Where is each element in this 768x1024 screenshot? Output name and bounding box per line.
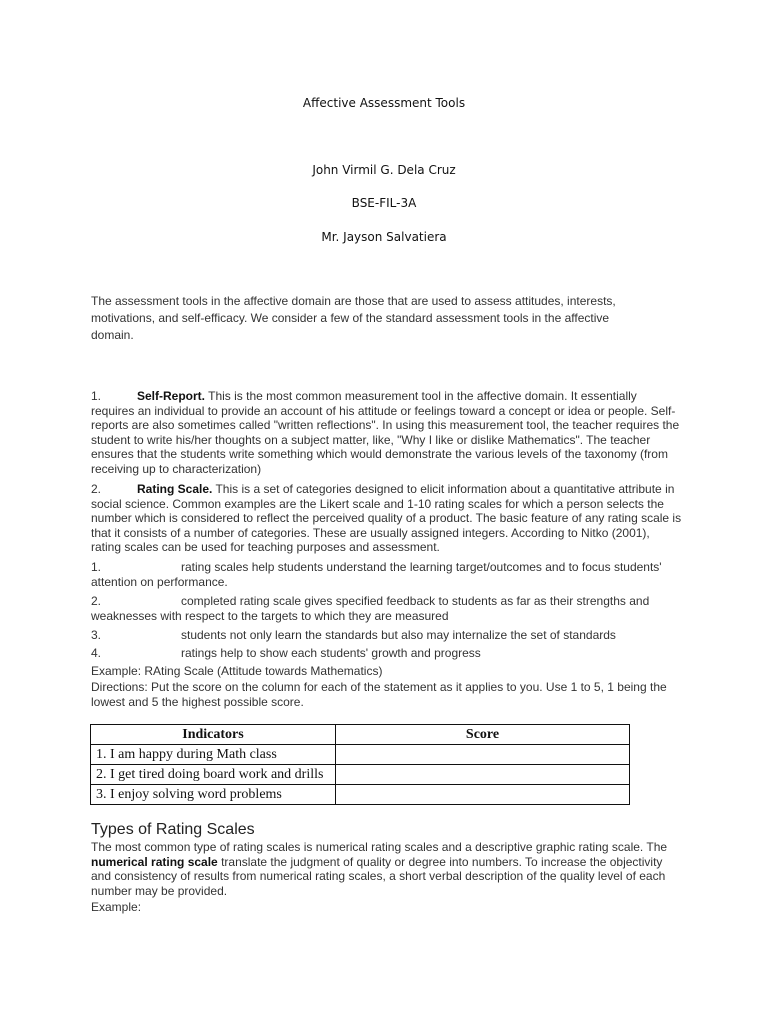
indicator-cell: 2. I get tired doing board work and drills (91, 765, 336, 785)
purpose-item (91, 646, 681, 661)
item-text: This is a set of categories designed to elicit information about a quantitative attribute in social science. Common examples are the Likert scale and 1-10 rating scales for which a person selects the number which is considered to reflect the perceived quality of a product. The basic feature of any rating scale is that it consists of a number of categories. These are usually assigned integers. According to Nitko (2001), rating scales can be used for teaching purposes and assessment. (91, 482, 682, 555)
class-section: BSE-FIL-3A (351, 196, 417, 210)
example-label: Example: RAting Scale (Attitude towards Mathematics) (91, 664, 383, 678)
item-self-report (91, 389, 683, 477)
purpose-number: 2. (91, 594, 102, 608)
author-name: John Virmil G. Dela Cruz (312, 163, 456, 177)
item-rating-scale (91, 482, 683, 555)
document-title: Affective Assessment Tools (302, 96, 466, 110)
indicator-cell: 1. I am happy during Math class (91, 745, 336, 765)
score-cell[interactable] (336, 765, 630, 785)
purpose-item (91, 594, 681, 623)
purpose-number: 4. (91, 646, 102, 660)
types-paragraph (91, 840, 681, 898)
table-row (91, 745, 630, 765)
section-heading: Types of Rating Scales (91, 821, 255, 838)
item-title: Rating Scale. (137, 482, 213, 496)
purpose-text: ratings help to show each students' growth and progress (181, 646, 481, 660)
instructor-name: Mr. Jayson Salvatiera (321, 230, 447, 244)
score-cell[interactable] (336, 745, 630, 765)
types-text-start: The most common type of rating scales is numerical rating scales and a descriptive graphic rating scale. The (91, 840, 668, 854)
purpose-text: students not only learn the standards but also may internalize the set of standards (181, 628, 616, 642)
purpose-number: 3. (91, 628, 102, 642)
score-cell[interactable] (336, 785, 630, 805)
column-header-score: Score (336, 725, 630, 745)
types-example-label: Example: (91, 900, 142, 914)
types-bold-term: numerical rating scale (91, 854, 218, 869)
rating-scale-table (90, 724, 630, 805)
item-number: 2. (91, 482, 102, 496)
directions-text: Directions: Put the score on the column for each of the statement as it applies to you. Use 1 to 5, 1 being the lowest and 5 the highest possible score. (91, 680, 667, 709)
purpose-item (91, 560, 681, 589)
item-number: 1. (91, 389, 102, 403)
purpose-text: completed rating scale gives specified feedback to students as far as their strengths and weaknesses with respect to the targets to which they are measured (91, 594, 650, 623)
column-header-indicators: Indicators (91, 725, 336, 745)
item-title: Self-Report. (137, 389, 206, 403)
purpose-item (91, 628, 681, 643)
types-text-end: translate the judgment of quality or degree into numbers. To increase the objectivity and consistency of results from numerical rating scales, a short verbal description of the quality level of each number may be provided. (91, 854, 666, 898)
table-header-row (91, 725, 630, 745)
intro-paragraph: The assessment tools in the affective domain are those that are used to assess attitudes, interests, motivations, and self-efficacy. We consider a few of the standard assessment tools in the affective domain. (91, 294, 616, 342)
indicator-cell: 3. I enjoy solving word problems (91, 785, 336, 805)
table-row (91, 785, 630, 805)
item-text: This is the most common measurement tool in the affective domain. It essentially requires an individual to provide an account of his attitude or feelings toward a concept or idea or people. Self-reports are also sometimes called "written reflections". In using this measurement tool, the teacher requires the student to write his/her thoughts on a subject matter, like, "Why I like or dislike Mathematics". The teacher ensures that the students write something which would demonstrate the various levels of the taxonomy (from receiving up to characterization) (91, 389, 680, 476)
purpose-number: 1. (91, 560, 102, 574)
purpose-text: rating scales help students understand the learning target/outcomes and to focus students' attention on performance. (91, 560, 662, 589)
table-row (91, 765, 630, 785)
